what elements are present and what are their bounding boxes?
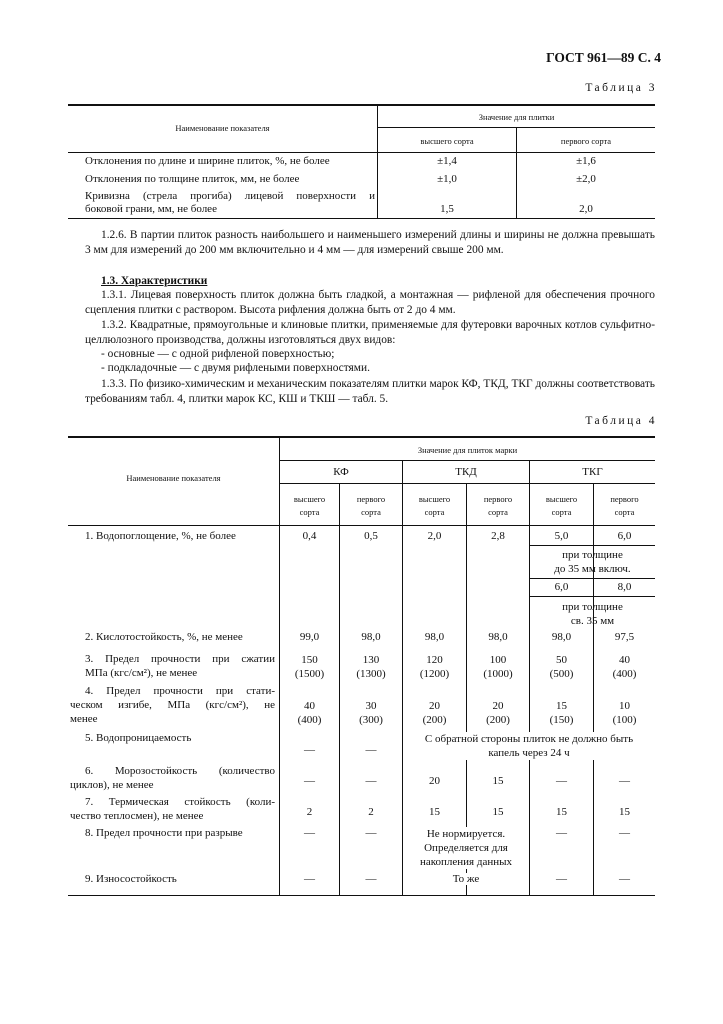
table4-row1-v6: 6,0 xyxy=(617,530,632,542)
table4-row7-v3: 15 xyxy=(429,806,440,818)
table4-row4-c5: 15 (150) xyxy=(549,700,574,726)
table4-row6-v2: — xyxy=(365,775,377,787)
table4-row6-v3: 20 xyxy=(429,775,440,787)
table4-row9-dash1: — xyxy=(304,873,315,885)
table4-row7-v5: 15 xyxy=(556,806,567,818)
table4-row2-v4: 98,0 xyxy=(488,631,508,643)
table4-col-value: Значение для плиток марки xyxy=(417,445,518,455)
table4-row5-note: С обратной стороны плиток не должно быть капель через 24 ч xyxy=(403,732,655,760)
paragraph-1-3-2: 1.3.2. Квадратные, прямоугольные и клиновые плитки, применяемые для футеровки варочных котлов сульфитно-целлюлозного производства, должны изготовляться двух видов: xyxy=(85,319,655,346)
list-item-underlay: - подкладочные — с двумя рифлеными поверхностями. xyxy=(101,362,370,374)
table4-row2-v6: 97,5 xyxy=(614,631,635,643)
paragraph-1-3-3: 1.3.3. По физико-химическим и механическим показателям плитки марок КФ, ТКД, ТКГ должны соответствовать требованиям табл. 4, плитки марок КС, КШ и ТКШ — табл. 5. xyxy=(85,378,655,405)
table4-row1-v4: 2,8 xyxy=(491,530,505,542)
table4-row9-name: 9. Износостойкость xyxy=(85,873,177,885)
table4-row8-dash3: — xyxy=(556,827,567,839)
table4-row3-c2: 130 (1300) xyxy=(356,654,386,680)
table3-row2-v2: ±2,0 xyxy=(576,173,596,185)
table4-row4-name-l2: ческом изгибе, МПа (кгс/см²), не xyxy=(70,699,275,711)
table4-row5-name: 5. Водопроницаемость xyxy=(85,732,192,744)
table4-row4-name-l3: менее xyxy=(70,713,98,725)
table4-row8-dash4: — xyxy=(619,827,630,839)
table4-row3-c6: 40 (400) xyxy=(612,654,637,680)
table4-row3-c5: 50 (500) xyxy=(549,654,574,680)
table3-row1-v1: ±1,4 xyxy=(437,155,457,167)
table4-brand-kf: КФ xyxy=(333,466,349,478)
table4-grade-lo-kf: первого сорта xyxy=(356,494,386,517)
table4-row4-c2: 30 (300) xyxy=(359,700,383,726)
table4-row9-dash2: — xyxy=(365,873,377,885)
table4-row3-c1: 150 (1500) xyxy=(294,654,325,680)
table4-row1-v5: 5,0 xyxy=(554,530,569,542)
table3-row2-name: Отклонения по толщине плиток, мм, не более xyxy=(85,173,300,185)
table4-row3-name-l2: МПа (кгс/см²), не менее xyxy=(85,667,198,679)
table4-row7-v2: 2 xyxy=(368,806,374,818)
table4-grade-lo-tkd: первого сорта xyxy=(483,494,513,517)
table3-row1-name: Отклонения по длине и ширине плиток, %, не более xyxy=(85,155,330,167)
table4-row9-dash3: — xyxy=(556,873,567,885)
table3-row3-name-l2: боковой грани, мм, не более xyxy=(85,203,217,215)
table4-col-name: Наименование показателя xyxy=(126,473,221,483)
table4-grade-lo-tkg: первого сорта xyxy=(610,494,639,517)
table4-row3-c4: 100 (1000) xyxy=(483,654,513,680)
table4-row1-v3: 2,0 xyxy=(427,530,442,542)
table4-row4-c3: 20 (200) xyxy=(422,700,447,726)
paragraph-1-2-6: 1.2.6. В партии плиток разность наибольшего и наименьшего измерений длины и ширины не должна превышать 3 мм для измерений до 200 мм включительно и 4 мм — для измерений свыше 200 мм. xyxy=(85,229,655,256)
table4-row2-v2: 98,0 xyxy=(361,631,381,643)
table4-row7-v6: 15 xyxy=(619,806,630,818)
table4-row4-c6: 10 (100) xyxy=(612,700,637,726)
table4-row2-v5: 98,0 xyxy=(551,631,572,643)
table4-row9-dash4: — xyxy=(619,873,630,885)
table4-row7-v1: 2 xyxy=(306,806,313,818)
table4-row7-name-l2: чество теплосмен), не менее xyxy=(70,810,204,822)
table4-row1-v5b: 6,0 xyxy=(554,581,569,593)
table4-caption: Таблица 4 xyxy=(585,415,657,427)
table4-row1-v2: 0,5 xyxy=(364,530,378,542)
table4-grade-hi-tkg: высшего сорта xyxy=(545,494,578,517)
table3-row1-v2: ±1,6 xyxy=(576,155,596,167)
table4-row5-dash1: — xyxy=(304,744,315,756)
table4-row6-v4: 15 xyxy=(492,775,504,787)
page-header: ГОСТ 961—89 С. 4 xyxy=(546,50,661,65)
table4-row2-v1: 99,0 xyxy=(299,631,320,643)
paragraph-1-3-1: 1.3.1. Лицевая поверхность плиток должна быть гладкой, а монтажная — рифленой для обеспечения прочного сцепления плитки с раствором. Высота рифления должна быть от 2 до 4 мм. xyxy=(85,289,655,316)
table4-row4-c1: 40 (400) xyxy=(297,700,322,726)
table4-grade-hi-tkd: высшего сорта xyxy=(418,494,451,517)
table4-row8-dash1: — xyxy=(304,827,315,839)
table4-row7-name-l1: 7. Термическая стойкость (коли- xyxy=(85,796,275,808)
table4-row6-v6: — xyxy=(619,775,630,787)
table4-row3-name-l1: 3. Предел прочности при сжатии xyxy=(85,653,275,665)
table4-row6-name-l1: 6. Морозостойкость (количество xyxy=(85,765,275,777)
table4-row4-c4: 20 (200) xyxy=(486,700,510,726)
table3-col-value: Значение для плитки xyxy=(478,112,555,122)
table3-row3-v1: 1,5 xyxy=(440,203,454,215)
table3-row3-name-l1: Кривизна (стрела прогиба) лицевой поверхности и xyxy=(85,190,375,202)
table4-row6-v5: — xyxy=(556,775,567,787)
table4-brand-tkg: ТКГ xyxy=(582,466,603,478)
table4-row5-dash2: — xyxy=(365,744,377,756)
table4-row9-note: То же xyxy=(403,873,529,885)
table4-row1-v1: 0,4 xyxy=(302,530,317,542)
table4-row8-note: Не нормируется. Определяется для накопления данных xyxy=(403,827,529,869)
table4-row8-name: 8. Предел прочности при разрыве xyxy=(85,827,243,839)
table4-row4-name-l1: 4. Предел прочности при стати- xyxy=(85,685,275,697)
list-item-basic: - основные — с одной рифленой поверхностью; xyxy=(101,348,335,360)
table4-row6-name-l2: циклов), не менее xyxy=(70,779,154,791)
table4-row2-v3: 98,0 xyxy=(424,631,445,643)
table3-row2-v1: ±1,0 xyxy=(437,173,457,185)
table4-row1-name: 1. Водопоглощение, %, не более xyxy=(85,530,236,542)
table4-brand-tkd: ТКД xyxy=(455,466,477,478)
table4-row6-v1: — xyxy=(304,775,315,787)
table4-row2-name: 2. Кислотостойкость, %, не менее xyxy=(85,631,243,643)
table3-col-grade1: высшего сорта xyxy=(420,136,474,146)
table4-row1-note2: при толщине св. 35 мм xyxy=(562,601,623,627)
table4-row1-v6b: 8,0 xyxy=(617,581,632,593)
table4-row7-v4: 15 xyxy=(492,806,504,818)
table3-row3-v2: 2,0 xyxy=(579,203,593,215)
table4-row8-dash2: — xyxy=(365,827,377,839)
section-heading-1-3: 1.3. Характеристики xyxy=(101,275,208,287)
table3-col-grade2: первого сорта xyxy=(560,136,612,146)
table3-caption: Таблица 3 xyxy=(585,82,657,94)
table4-row1-note1: при толщине до 35 мм включ. xyxy=(554,549,631,575)
table4-grade-hi-kf: высшего сорта xyxy=(293,494,326,517)
table4-row3-c3: 120 (1200) xyxy=(419,654,450,680)
table3-col-name: Наименование показателя xyxy=(175,123,270,133)
